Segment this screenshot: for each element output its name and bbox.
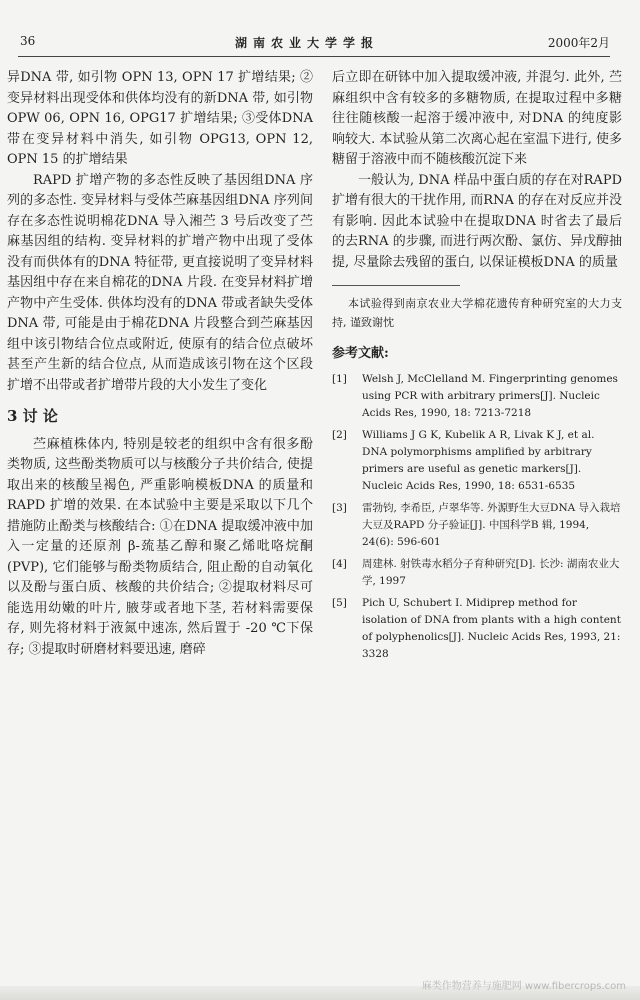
- reference-item: [332, 595, 622, 663]
- reference-item: [332, 427, 622, 495]
- reference-number: [2]: [332, 428, 347, 441]
- reference-text: Williams J G K, Kubelik A R, Livak K J, et al. DNA polymorphisms amplified by arbitrary primers are useful as genetic markers[J]. Nucleic Acids Res, 1990, 18: 6531-6535: [362, 428, 595, 492]
- reference-text: 周建林. 射铁毒水稻分子育种研究[D]. 长沙: 湖南农业大学, 1997: [362, 557, 620, 587]
- page-number: 36: [20, 34, 36, 48]
- reference-number: [4]: [332, 557, 347, 570]
- footnote-divider: [332, 285, 460, 286]
- reference-item: [332, 371, 622, 422]
- reference-list: [332, 371, 622, 663]
- reference-text: 雷勃钧, 李希臣, 卢翠华等. 外源野生大豆DNA 导入栽培大豆及RAPD 分子验证[J]. 中国科学B 辑, 1994, 24(6): 596-601: [362, 501, 621, 548]
- reference-number: [3]: [332, 501, 347, 514]
- reference-item: [332, 556, 622, 590]
- references-heading: 参考文献:: [332, 346, 389, 361]
- paragraph: RAPD 扩增产物的多态性反映了基因组DNA 序列的多态性. 变异材料与受体苎麻基因组DNA 序列间存在多态性说明棉花DNA 导入湘苎 3 号后改变了苎麻基因组的结构. 变异材料的扩增产物中出现了受体没有而供体有的DNA 特征带, 更直接说明了变异材料基因组中存在来自棉花的DNA 片段. 在变异材料扩增产物中产生受体. 供体均没有的DNA 带或者缺失受体DNA 带, 可能是由于棉花DNA 片段整合到苎麻基因组中该引物结合位点或附近, 使原有的结合位点破坏甚至产生新的结合位点, 从而造成该引物在这个区段扩增不出带或者扩增带片段的大小发生了变化: [7, 172, 313, 393]
- section-heading: 3 讨 论: [7, 407, 58, 425]
- header-rule: [18, 56, 610, 57]
- paragraph: 苎麻植株体内, 特别是较老的组织中含有很多酚类物质, 这些酚类物质可以与核酸分子共价结合, 使提取出来的核酸呈褐色, 严重影响模板DNA 的质量和RAPD 扩增的效果. 在本试验中主要是采取以下几个措施防止酚类与核酸结合: ①在DNA 提取缓冲液中加入一定量的还原剂 β-巯基乙醇和聚乙烯吡咯烷酮(PVP), 它们能够与酚类物质结合, 阻止酚的自动氧化以及酚与蛋白质、核酸的共价结合; ②提取材料尽可能选用幼嫩的叶片, 腋芽或者地下茎, 若材料需要保存, 则先将材料于液氮中速冻, 然后置于 -20 ℃下保存; ③提取时研磨材料要迅速, 磨碎: [7, 436, 313, 657]
- reference-item: [332, 500, 622, 551]
- reference-number: [5]: [332, 596, 347, 609]
- left-column: [7, 68, 313, 660]
- right-column: [332, 68, 622, 668]
- reference-number: [1]: [332, 372, 347, 385]
- paragraph: 异DNA 带, 如引物 OPN 13, OPN 17 扩增结果; ②变异材料出现受体和供体均没有的新DNA 带, 如引物 OPW 06, OPN 16, OPG17 扩增结果; ③受体DNA 带在变异材料中消失, 如引物 OPG13, OPN 12, OPN 15 的扩增结果: [7, 70, 313, 167]
- journal-title: 湖南农业大学学报: [235, 36, 380, 50]
- reference-text: Pich U, Schubert I. Midiprep method for isolation of DNA from plants with a high content of polyphenolics[J]. Nucleic Acids Res, 1993, 21: 3328: [362, 596, 621, 660]
- paragraph: 后立即在研钵中加入提取缓冲液, 并混匀. 此外, 苎麻组织中含有较多的多糖物质, 在提取过程中多糖往往随核酸一起溶于缓冲液中, 对DNA 的纯度影响较大. 本试验从第二次离心起在室温下进行, 使多糖留于溶液中而不随核酸沉淀下来: [332, 70, 622, 167]
- issue-date: 2000年2月: [547, 36, 610, 50]
- reference-text: Welsh J, McClelland M. Fingerprinting genomes using PCR with arbitrary primers[J]. Nucleic Acids Res, 1990, 18: 7213-7218: [362, 372, 618, 419]
- acknowledgment: 本试验得到南京农业大学棉花遗传育种研究室的大力支持, 谨致谢忱: [332, 297, 622, 329]
- paragraph: 一般认为, DNA 样品中蛋白质的存在对RAPD 扩增有很大的干扰作用, 而RNA 的存在对反应并没有影响. 因此本试验中在提取DNA 时省去了最后的去RNA 的步骤, 而进行两次酚、氯仿、异戊醇抽提, 尽量除去残留的蛋白, 以保证模板DNA 的质量: [332, 172, 622, 270]
- watermark: 麻类作物营养与施肥网 www.fibercrops.com: [421, 981, 626, 992]
- running-header: [10, 34, 610, 52]
